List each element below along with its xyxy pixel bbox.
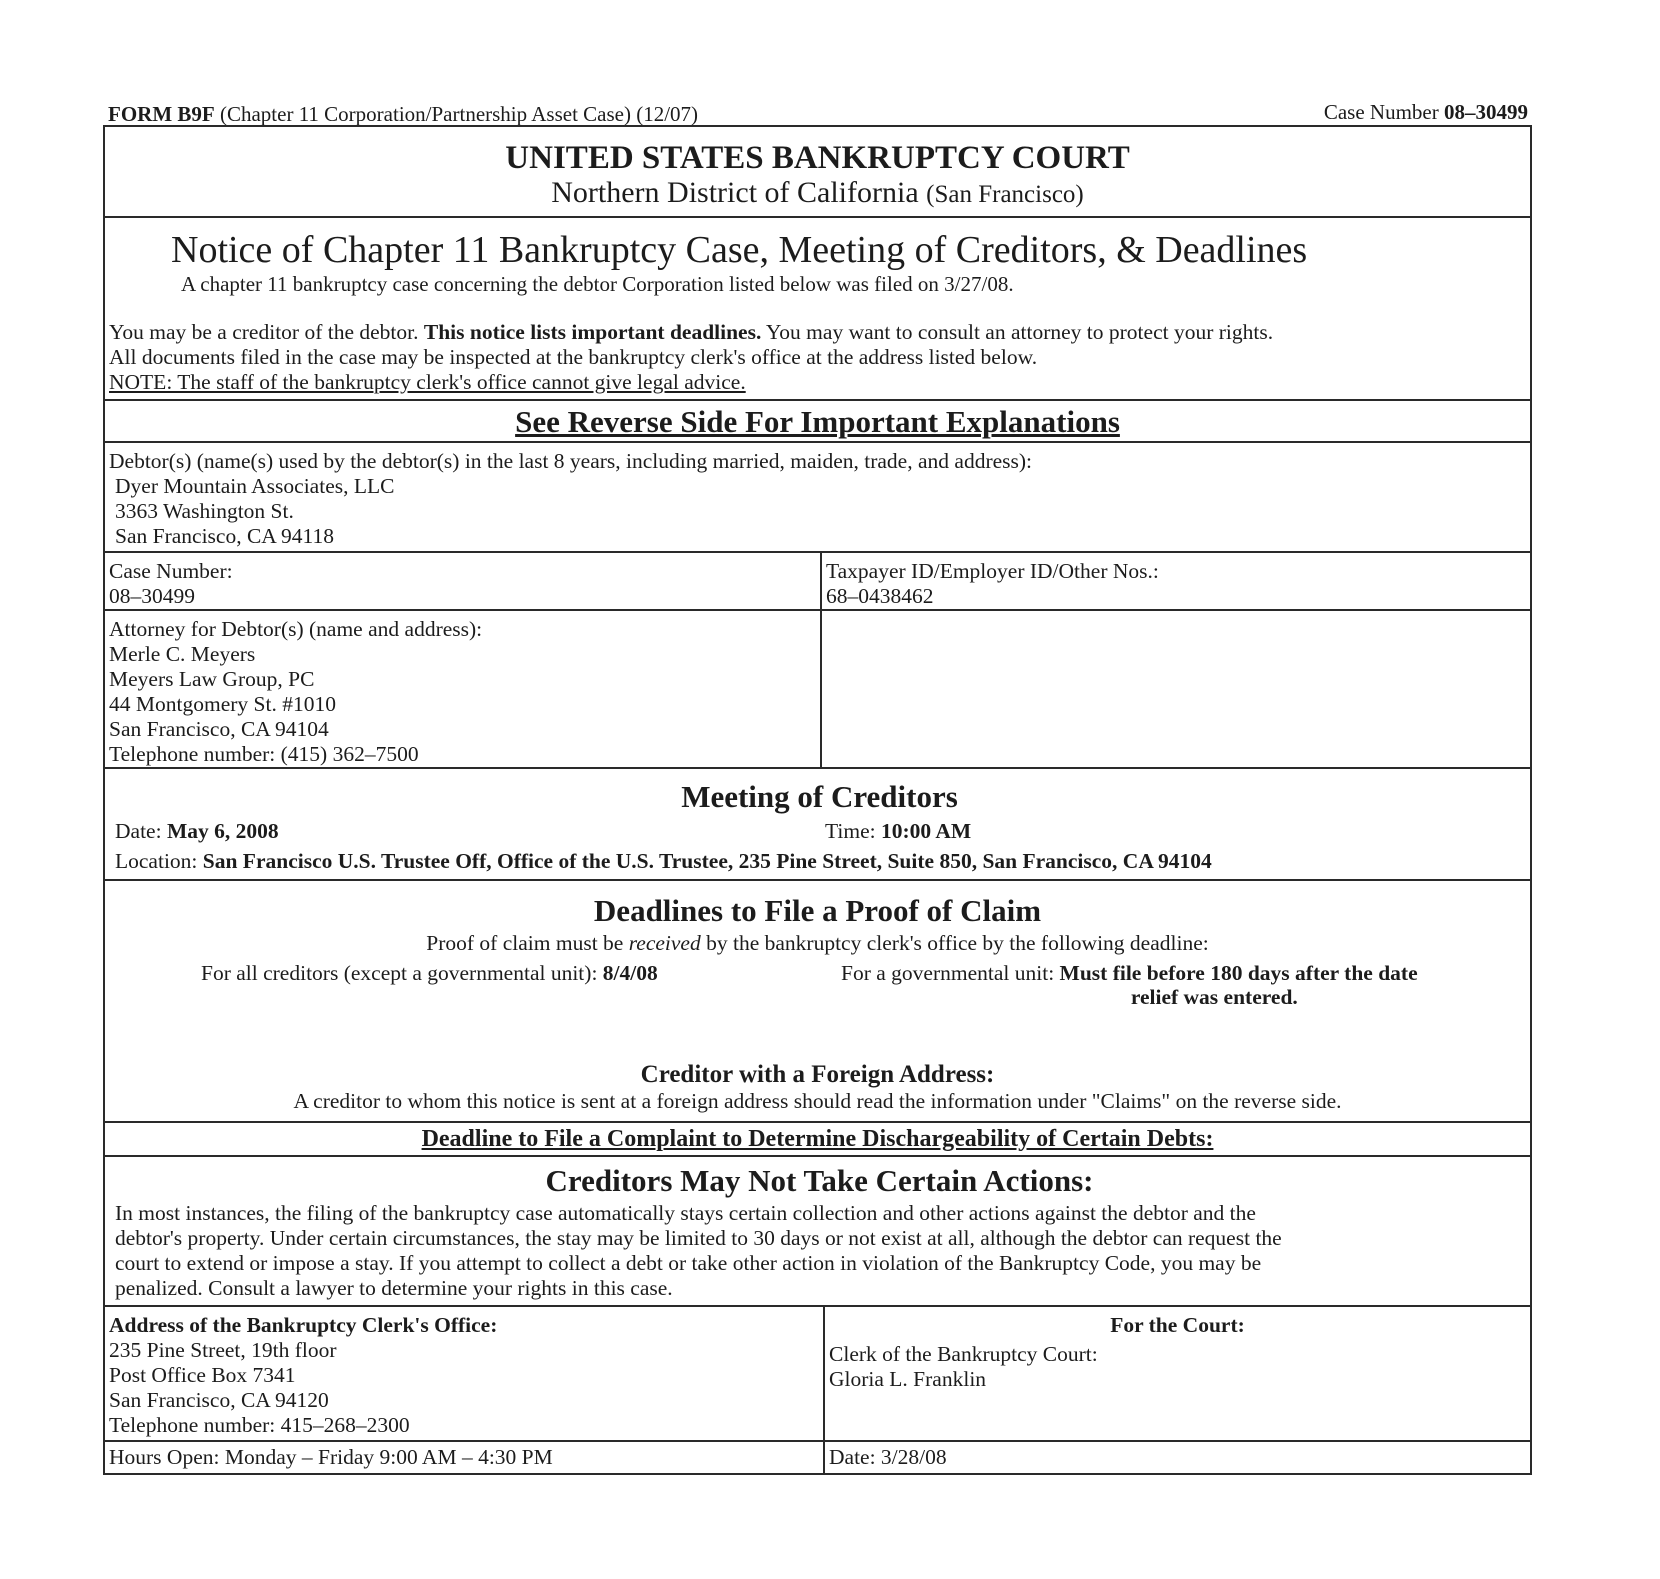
debtor-name: Dyer Mountain Associates, LLC <box>115 474 395 498</box>
creditor-notice-c: You may want to consult an attorney to protect your rights. <box>765 320 1274 344</box>
form-identifier <box>108 102 698 126</box>
form-id: FORM B9F <box>108 102 215 126</box>
government-deadline-line2: relief was entered. <box>1130 985 1298 1009</box>
attorney-phone: Telephone number: (415) 362–7500 <box>109 742 419 766</box>
notice-subtitle: A chapter 11 bankruptcy case concerning the debtor Corporation listed below was filed on 3/27/08. <box>181 272 1014 296</box>
debtor-label: Debtor(s) (name(s) used by the debtor(s) in the last 8 years, including married, maiden, trade, and address): <box>109 449 1033 473</box>
meeting-date-time <box>115 817 1524 847</box>
foreign-address-heading: Creditor with a Foreign Address: <box>640 1061 995 1088</box>
actions-line-1: In most instances, the filing of the bankruptcy case automatically stays certain collection and other actions against the debtor and the <box>115 1201 1256 1225</box>
header-case-number <box>1324 100 1528 124</box>
reverse-side-heading: See Reverse Side For Important Explanations <box>105 401 1530 443</box>
case-number-field-label: Case Number: <box>109 559 233 583</box>
attorney-firm: Meyers Law Group, PC <box>109 667 315 691</box>
actions-section <box>105 1157 1530 1307</box>
court-header <box>105 127 1530 218</box>
taxpayer-id-cell <box>822 553 1530 609</box>
creditor-notice-a: You may be a creditor of the debtor. <box>109 320 419 344</box>
division-name: (San Francisco) <box>926 181 1084 208</box>
notice-section <box>105 218 1530 401</box>
case-number-field-value: 08–30499 <box>109 584 195 608</box>
clerk-office-row <box>105 1307 1530 1442</box>
actions-heading: Creditors May Not Take Certain Actions: <box>545 1163 1094 1198</box>
claim-deadlines <box>111 961 1524 1031</box>
attorney-street: 44 Montgomery St. #1010 <box>109 692 336 716</box>
meeting-date-label: Date: <box>115 819 162 843</box>
clerk-address-label: Address of the Bankruptcy Clerk's Office: <box>109 1313 498 1337</box>
notice-date: Date: 3/28/08 <box>829 1445 947 1469</box>
meeting-location <box>115 847 1524 875</box>
foreign-address-text: A creditor to whom this notice is sent at a foreign address should read the information under "Claims" on the reverse side. <box>293 1089 1342 1113</box>
actions-line-2: debtor's property. Under certain circumstances, the stay may be limited to 30 days or not exist at all, although the debtor can request the <box>115 1226 1282 1250</box>
all-creditors-date: 8/4/08 <box>602 961 658 985</box>
legal-advice-note: NOTE: The staff of the bankruptcy clerk's office cannot give legal advice. <box>109 370 746 394</box>
case-ids-row <box>105 553 1530 611</box>
for-court-label: For the Court: <box>1110 1313 1245 1337</box>
meeting-date <box>115 819 279 843</box>
all-creditors-deadline <box>201 961 658 985</box>
form-description: (Chapter 11 Corporation/Partnership Asset Case) (12/07) <box>219 102 699 126</box>
claim-intro-a: Proof of claim must be <box>426 931 624 955</box>
clerk-title: Clerk of the Bankruptcy Court: <box>829 1342 1098 1366</box>
government-label: For a governmental unit: <box>841 961 1055 985</box>
meeting-heading: Meeting of Creditors <box>681 779 958 814</box>
case-number-value: 08–30499 <box>1444 100 1528 124</box>
meeting-date-value: May 6, 2008 <box>166 819 279 843</box>
meeting-time-label: Time: <box>825 819 876 843</box>
government-deadline-line1: Must file before 180 days after the date <box>1059 961 1418 985</box>
taxpayer-id-value: 68–0438462 <box>826 584 934 608</box>
clerk-phone: Telephone number: 415–268–2300 <box>109 1413 410 1437</box>
attorney-cell <box>105 611 822 767</box>
notice-title: Notice of Chapter 11 Bankruptcy Case, Meeting of Creditors, & Deadlines <box>171 229 1308 271</box>
proof-of-claim-intro <box>111 931 1524 955</box>
attorney-row <box>105 611 1530 769</box>
attorney-city: San Francisco, CA 94104 <box>109 717 329 741</box>
proof-of-claim-section <box>105 881 1530 1123</box>
attorney-label: Attorney for Debtor(s) (name and address): <box>109 617 483 641</box>
clerk-po-box: Post Office Box 7341 <box>109 1363 296 1387</box>
district-name: Northern District of California <box>551 176 919 209</box>
case-number-cell <box>105 553 822 609</box>
meeting-time-value: 10:00 AM <box>880 819 972 843</box>
notice-form <box>103 125 1532 1475</box>
meeting-time <box>825 817 971 845</box>
notice-date-cell <box>825 1442 1530 1473</box>
debtor-section <box>105 443 1530 553</box>
attorney-blank-cell <box>822 611 1530 767</box>
meeting-location-label: Location: <box>115 849 198 873</box>
clerk-street: 235 Pine Street, 19th floor <box>109 1338 337 1362</box>
claim-intro-emphasis: received <box>628 931 701 955</box>
office-hours: Hours Open: Monday – Friday 9:00 AM – 4:30 PM <box>109 1445 553 1469</box>
court-name: UNITED STATES BANKRUPTCY COURT <box>505 140 1130 176</box>
taxpayer-id-label: Taxpayer ID/Employer ID/Other Nos.: <box>826 559 1159 583</box>
debtor-city: San Francisco, CA 94118 <box>115 524 334 548</box>
government-deadline <box>841 961 1418 1009</box>
for-court-cell <box>825 1307 1530 1440</box>
clerk-address-cell <box>105 1307 825 1440</box>
case-number-label: Case Number <box>1323 100 1439 124</box>
clerk-name: Gloria L. Franklin <box>829 1367 987 1391</box>
creditor-notice-b: This notice lists important deadlines. <box>423 320 762 344</box>
actions-line-3: court to extend or impose a stay. If you attempt to collect a debt or take other action in violation of the Bankruptcy Code, you may be <box>115 1251 1262 1275</box>
hours-cell <box>105 1442 825 1473</box>
dischargeability-heading: Deadline to File a Complaint to Determine Dischargeability of Certain Debts: <box>105 1123 1530 1157</box>
all-creditors-label: For all creditors (except a governmental unit): <box>201 961 598 985</box>
clerk-city: San Francisco, CA 94120 <box>109 1388 329 1412</box>
hours-date-row <box>105 1442 1530 1473</box>
attorney-name: Merle C. Meyers <box>109 642 256 666</box>
court-district <box>105 176 1530 212</box>
meeting-section <box>105 769 1530 881</box>
debtor-street: 3363 Washington St. <box>115 499 294 523</box>
proof-of-claim-heading: Deadlines to File a Proof of Claim <box>593 893 1042 928</box>
meeting-location-value: San Francisco U.S. Trustee Off, Office of the U.S. Trustee, 235 Pine Street, Suite 850, San Francisco, CA 94104 <box>202 849 1212 873</box>
documents-notice: All documents filed in the case may be inspected at the bankruptcy clerk's office at the address listed below. <box>109 345 1038 369</box>
creditor-notice <box>109 320 1530 345</box>
actions-line-4: penalized. Consult a lawyer to determine your rights in this case. <box>115 1276 673 1300</box>
claim-intro-b: by the bankruptcy clerk's office by the following deadline: <box>706 931 1209 955</box>
